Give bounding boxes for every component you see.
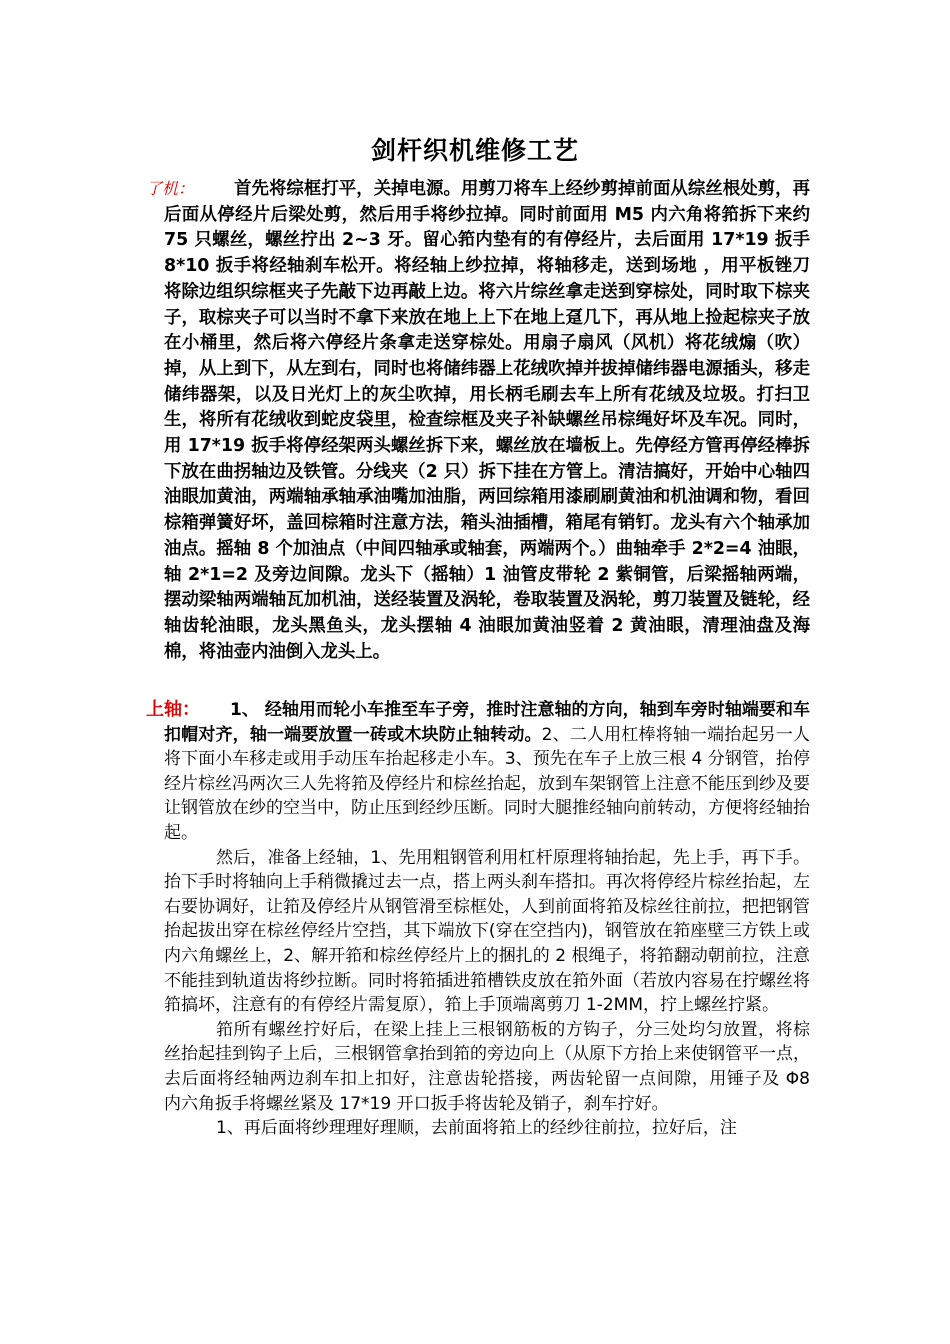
section-shangzhou-label: 上轴： xyxy=(146,699,200,720)
section-shangzhou-paragraph-2: 然后，准备上经轴，1、先用粗钢管利用杠杆原理将轴抬起，先上手，再下手。抬下手时将轴向上手稍微撬过去一点，搭上两头刹车搭扣。再次将停经片棕丝抬起，左右要协调好，让筘及停经片从钢管滑至棕框处，人到前面将筘及棕丝往前拉，把把钢管抬起拔出穿在棕丝停经片空挡，其下端放下(穿在空挡内)，钢管放在筘座壁三方铁上或内六角螺丝上，2、解开筘和棕丝停经片上的捆扎的 2 根绳子，将筘翻动朝前拉，注意不能挂到轨道齿将纱拉断。同时将筘插进筘槽铁皮放在筘外面（若放内容易在拧螺丝将筘搞坏，注意有的有停经片需复原），筘上手顶端离剪刀 1-2MM，拧上螺丝拧紧。 xyxy=(164,847,810,1016)
section-liaoji-paragraph xyxy=(146,176,810,665)
section-liaoji-text: 首先将综框打平，关掉电源。用剪刀将车上经纱剪掉前面从综丝根处剪，再后面从停经片后梁处剪，然后用手将纱拉掉。同时前面用 M5 内六角将筘拆下来约 75 只螺丝，螺丝拧出 2~3 牙。留心筘内垫有的有停经片，去后面用 17*19 扳手 8*10 扳手将经轴刹车松开。将经轴上纱拉掉，将轴移走，送到场地 ，用平板锉刀将除边组织综框夹子先敲下边再敲上边。将六片综丝拿走送到穿棕处，同时取下棕夹子，取棕夹子可以当时不拿下来放在地上上下在地上趸几下，再从地上捡起棕夹子放在小桶里，然后将六停经片条拿走送穿棕处。用扇子扇风（风机）将花绒煽（吹）掉，从上到下，从左到右，同时也将储纬器上花绒吹掉并拔掉储纬器电源插头，移走储纬器架，以及日光灯上的灰尘吹掉，用长柄毛刷去车上所有花绒及垃圾。打扫卫生，将所有花绒收到蛇皮袋里，检查综框及夹子补缺螺丝吊棕绳好坏及车况。同时，用 17*19 扳手将停经架两头螺丝拆下来，螺丝放在墙板上。先停经方管再停经棒拆下放在曲拐轴边及铁管。分线夹（2 只）拆下挂在方管上。清洁搞好，开始中心轴四油眼加黄油，两端轴承轴承油嘴加油脂，两回综箱用漆刷刷黄油和机油调和物，看回棕箱弹簧好坏，盖回棕箱时注意方法，箱头油插槽，箱尾有销钉。龙头有六个轴承加油点。摇轴 8 个加油点（中间四轴承或轴套，两端两个。）曲轴牵手 2*2=4 油眼，轴 2*1=2 及旁边间隙。龙头下（摇轴）1 油管皮带轮 2 紫铜管，后梁摇轴两端，摆动梁轴两端轴瓦加机油，送经装置及涡轮，卷取装置及涡轮，剪刀装置及链轮，经轴齿轮油眼，龙头黑鱼头，龙头摆轴 4 油眼加黄油竖着 2 黄油眼，清理油盘及海棉，将油壶内油倒入龙头上。 xyxy=(164,179,810,662)
section-shangzhou-step-2-3: 2、二人用杠棒将轴一端抬起另一人将下面小车移走或用手动压车抬起移走小车。3、预先在车子上放三根 4 分钢管，抬停经片棕丝冯两次三人先将筘及停经片和棕丝抬起，放到车架钢管上注意不能压到纱及要让钢管放在纱的空当中，防止压到经纱压断。同时大腿推经轴向前转动，方便将经轴抬起。 xyxy=(164,724,810,843)
document-title: 剑杆织机维修工艺 xyxy=(370,136,579,165)
section-liaoji-label: 了机： xyxy=(146,179,195,198)
section-shangzhou xyxy=(146,698,810,1141)
section-shangzhou-paragraph-3: 筘所有螺丝拧好后，在梁上挂上三根钢筋板的方钩子，分三处均匀放置，将棕丝抬起挂到钩子上后，三根钢管拿抬到筘的旁边向上（从原下方抬上来使钢管平一点，去后面将经轴两边刹车扣上扣好，注意齿轮搭接，两齿轮留一点间隙，用锤子及 Φ8 内六角扳手将螺丝紧及 17*19 开口扳手将齿轮及销子，刹车拧好。 xyxy=(164,1019,810,1114)
section-liaoji xyxy=(146,176,810,665)
section-shangzhou-step-1: 1、 经轴用而轮小车推至车子旁，推时注意轴的方向，轴到车旁时轴端要和车扣帽对齐，轴一端要放置一砖或木块防止轴转动。 xyxy=(164,700,810,745)
section-shangzhou-paragraph-4: 1、再后面将纱理理好理顺，去前面将筘上的经纱往前拉，拉好后，注 xyxy=(216,1118,737,1139)
section-shangzhou-paragraph-1 xyxy=(146,698,810,846)
